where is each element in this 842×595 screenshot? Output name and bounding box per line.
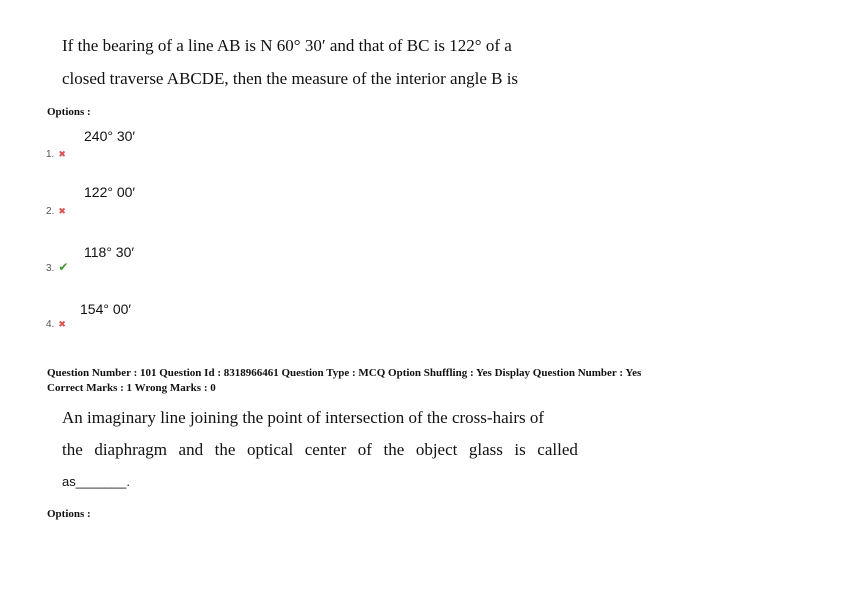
word: the — [383, 440, 405, 459]
option-3 — [46, 258, 68, 276]
wrong-mark-icon: ✖ — [58, 150, 66, 160]
question-2-text-line-3: as_______. — [62, 474, 130, 489]
word: of — [357, 440, 372, 459]
word: object — [415, 440, 458, 459]
correct-check-icon: ✔ — [58, 260, 69, 274]
word: center — [304, 440, 347, 459]
option-4-number: 4. — [46, 319, 55, 330]
word: optical — [246, 440, 294, 459]
wrong-mark-icon: ✖ — [58, 207, 66, 217]
option-1 — [46, 144, 66, 162]
option-1-text: 240° 30′ — [84, 128, 136, 144]
question-2-text-line-2 — [62, 440, 578, 460]
question-meta-line-2: Correct Marks : 1 Wrong Marks : 0 — [47, 382, 216, 394]
question-meta-line-1: Question Number : 101 Question Id : 8318966461 Question Type : MCQ Option Shuffling : Yes Display Question Number : Yes — [47, 367, 642, 379]
word: the — [214, 440, 236, 459]
word: glass — [468, 440, 503, 459]
option-1-number: 1. — [46, 149, 55, 160]
wrong-mark-icon: ✖ — [58, 320, 66, 330]
question-text-line-2: closed traverse ABCDE, then the measure of the interior angle B is — [62, 69, 519, 88]
option-2-number: 2. — [46, 206, 55, 217]
word: and — [178, 440, 204, 459]
word: is — [514, 440, 526, 459]
option-2 — [46, 201, 66, 219]
question-text-line-1: If the bearing of a line AB is N 60° 30′ and that of BC is 122° of a — [62, 36, 512, 55]
word: the — [62, 440, 83, 459]
option-4-text: 154° 00′ — [80, 301, 132, 317]
options-label-2: Options : — [47, 508, 91, 520]
word: called — [537, 440, 578, 459]
question-2-text-line-1: An imaginary line joining the point of intersection of the cross-hairs of — [62, 408, 545, 427]
option-4 — [46, 314, 66, 332]
option-2-text: 122° 00′ — [84, 184, 136, 200]
word: diaphragm — [94, 440, 168, 459]
option-3-number: 3. — [46, 263, 55, 274]
options-label: Options : — [47, 106, 91, 118]
option-3-text: 118° 30′ — [84, 244, 135, 260]
